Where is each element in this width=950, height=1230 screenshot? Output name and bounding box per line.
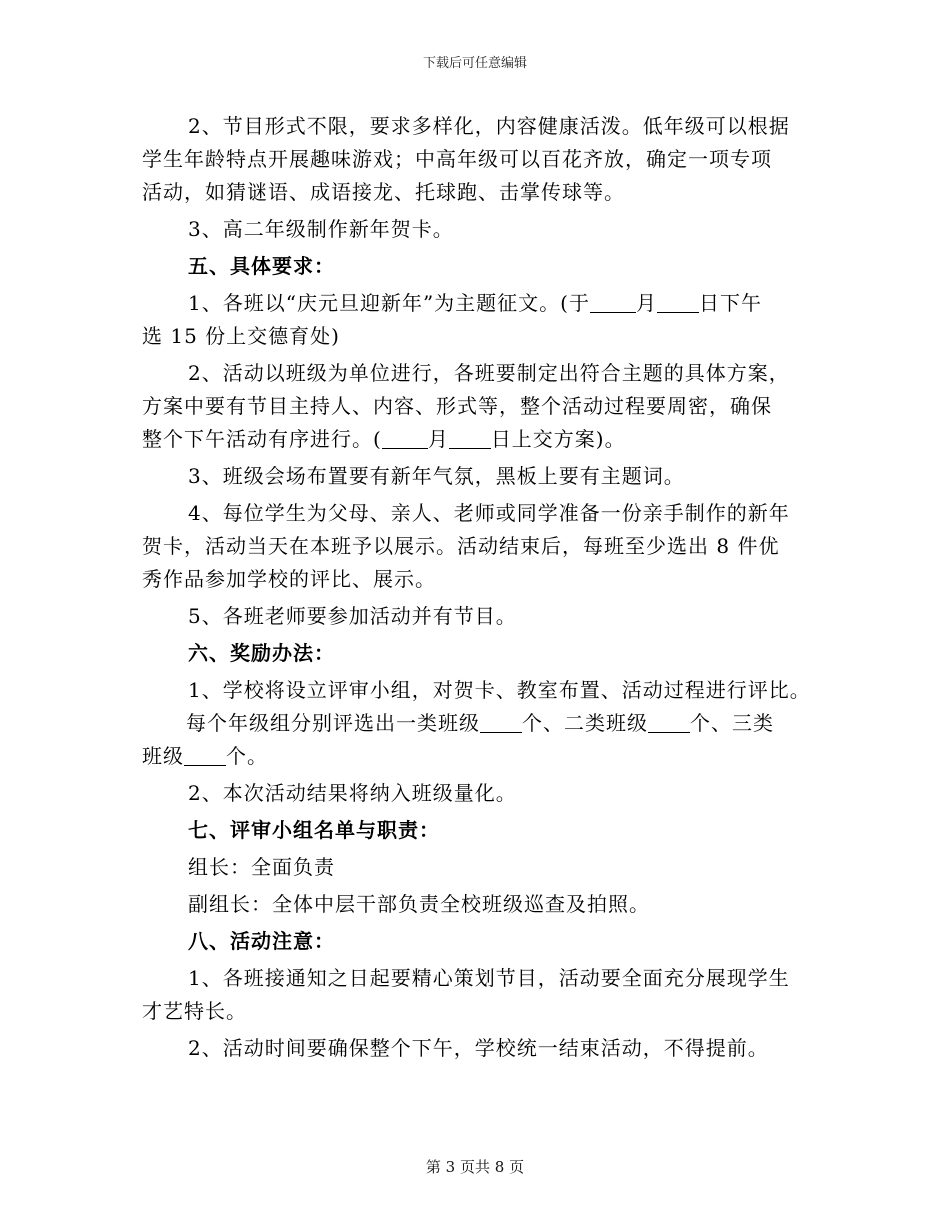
page-header: 下载后可任意编辑 (422, 56, 527, 71)
paragraph-line: 1、学校将设立评审小组，对贺卡、教室布置、活动过程进行评比。 (188, 678, 811, 702)
line-text: 日上交方案)。 (490, 427, 626, 451)
fill-blank (449, 428, 491, 449)
paragraph-line: 3、班级会场布置要有新年气氛，黑板上要有主题词。 (188, 464, 685, 488)
document-body (142, 110, 822, 1065)
paragraph-line (142, 423, 822, 456)
paragraph-line: 3、高二年级制作新年贺卡。 (188, 217, 454, 241)
section-heading-8: 八、活动注意： (188, 929, 335, 953)
paragraph-line: 5、各班老师要参加活动并有节目。 (188, 604, 517, 628)
line-text: 个、二类班级 (522, 711, 648, 735)
line-text: 月 (635, 291, 657, 315)
paragraph-line: 秀作品参加学校的评比、展示。 (142, 567, 436, 591)
fill-blank (657, 292, 699, 313)
paragraph-line: 2、本次活动结果将纳入班级量化。 (188, 781, 517, 805)
section-heading-5: 五、具体要求： (188, 254, 335, 278)
paragraph-line: 学生年龄特点开展趣味游戏；中高年级可以百花齐放，确定一项专项 (142, 147, 772, 171)
paragraph-line: 2、节目形式不限，要求多样化，内容健康活泼。低年级可以根据 (188, 114, 790, 138)
paragraph-line: 活动，如猜谜语、成语接龙、托球跑、击掌传球等。 (142, 180, 625, 204)
fill-blank (480, 712, 522, 733)
paragraph-line: 才艺特长。 (142, 999, 247, 1023)
paragraph-line (142, 287, 822, 320)
line-text: 每个年级组分别评选出一类班级 (186, 711, 480, 735)
paragraph-line: 贺卡，活动当天在本班予以展示。活动结束后，每班至少选出 8 件优 (142, 534, 780, 558)
line-text: 整个下午活动有序进行。( (142, 427, 382, 451)
paragraph-line: 4、每位学生为父母、亲人、老师或同学准备一份亲手制作的新年 (188, 501, 790, 525)
paragraph-line: 2、活动时间要确保整个下午，学校统一结束活动，不得提前。 (188, 1036, 769, 1060)
section-heading-7: 七、评审小组名单与职责： (188, 818, 440, 842)
section-heading-6: 六、奖励办法： (188, 641, 335, 665)
line-text: 日下午 (698, 291, 762, 315)
line-text: 个、三类 (690, 711, 774, 735)
paragraph-line: 方案中要有节目主持人、内容、形式等，整个活动过程要周密，确保 (142, 394, 772, 418)
line-text: 班级 (142, 744, 184, 768)
line-text: 个。 (226, 744, 268, 768)
fill-blank (648, 712, 690, 733)
fill-blank (590, 292, 636, 313)
paragraph-line: 副组长：全体中层干部负责全校班级巡查及拍照。 (188, 892, 650, 916)
page-footer: 第 3 页共 8 页 (425, 1158, 525, 1176)
paragraph-line (142, 740, 822, 773)
paragraph-line: 2、活动以班级为单位进行，各班要制定出符合主题的具体方案， (188, 361, 790, 385)
paragraph-line (142, 707, 822, 740)
paragraph-line: 选 15 份上交德育处) (142, 324, 340, 348)
line-text: 月 (427, 427, 449, 451)
paragraph-line: 组长：全面负责 (188, 855, 335, 879)
paragraph-line: 1、各班接通知之日起要精心策划节目，活动要全面充分展现学生 (188, 966, 790, 990)
line-text: 1、各班以“庆元旦迎新年”为主题征文。(于 (188, 291, 590, 315)
fill-blank (382, 428, 428, 449)
fill-blank (184, 745, 226, 766)
